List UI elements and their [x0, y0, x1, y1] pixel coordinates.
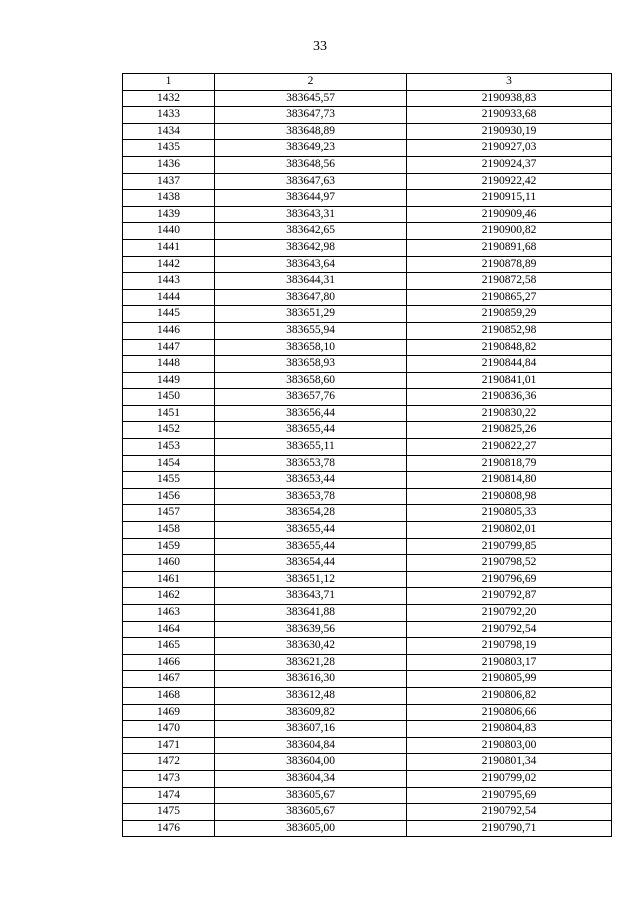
point-number-cell: 1451	[123, 405, 215, 422]
table-row	[123, 90, 612, 107]
x-coordinate-cell: 383643,31	[215, 206, 407, 223]
x-coordinate-cell: 383648,56	[215, 156, 407, 173]
table-row	[123, 522, 612, 539]
table-row	[123, 638, 612, 655]
y-coordinate-cell: 2190900,82	[407, 223, 612, 240]
table-row	[123, 488, 612, 505]
table-row	[123, 405, 612, 422]
table-row	[123, 605, 612, 622]
table-row	[123, 737, 612, 754]
x-coordinate-cell: 383647,63	[215, 173, 407, 190]
x-coordinate-cell: 383642,65	[215, 223, 407, 240]
point-number-cell: 1465	[123, 638, 215, 655]
x-coordinate-cell: 383654,28	[215, 505, 407, 522]
point-number-cell: 1448	[123, 356, 215, 373]
table-row	[123, 621, 612, 638]
x-coordinate-cell: 383604,84	[215, 737, 407, 754]
point-number-cell: 1442	[123, 256, 215, 273]
point-number-cell: 1445	[123, 306, 215, 323]
point-number-cell: 1458	[123, 522, 215, 539]
y-coordinate-cell: 2190844,84	[407, 356, 612, 373]
x-coordinate-cell: 383651,29	[215, 306, 407, 323]
y-coordinate-cell: 2190938,83	[407, 90, 612, 107]
point-number-cell: 1469	[123, 704, 215, 721]
point-number-cell: 1436	[123, 156, 215, 173]
table-row	[123, 455, 612, 472]
point-number-cell: 1454	[123, 455, 215, 472]
point-number-cell: 1452	[123, 422, 215, 439]
x-coordinate-cell: 383605,00	[215, 820, 407, 837]
x-coordinate-cell: 383655,94	[215, 322, 407, 339]
column-header-3: 3	[407, 74, 612, 91]
table-row	[123, 273, 612, 290]
table-row	[123, 140, 612, 157]
x-coordinate-cell: 383655,44	[215, 422, 407, 439]
column-header-1: 1	[123, 74, 215, 91]
y-coordinate-cell: 2190878,89	[407, 256, 612, 273]
x-coordinate-cell: 383655,11	[215, 439, 407, 456]
table-row	[123, 687, 612, 704]
point-number-cell: 1435	[123, 140, 215, 157]
table-row	[123, 754, 612, 771]
point-number-cell: 1450	[123, 389, 215, 406]
y-coordinate-cell: 2190852,98	[407, 322, 612, 339]
x-coordinate-cell: 383630,42	[215, 638, 407, 655]
x-coordinate-cell: 383609,82	[215, 704, 407, 721]
y-coordinate-cell: 2190795,69	[407, 787, 612, 804]
table-row	[123, 206, 612, 223]
y-coordinate-cell: 2190930,19	[407, 123, 612, 140]
y-coordinate-cell: 2190805,99	[407, 671, 612, 688]
point-number-cell: 1440	[123, 223, 215, 240]
y-coordinate-cell: 2190909,46	[407, 206, 612, 223]
table-row	[123, 256, 612, 273]
point-number-cell: 1456	[123, 488, 215, 505]
table-row	[123, 322, 612, 339]
x-coordinate-cell: 383604,00	[215, 754, 407, 771]
point-number-cell: 1439	[123, 206, 215, 223]
point-number-cell: 1473	[123, 770, 215, 787]
table-body	[123, 74, 612, 837]
table-row	[123, 107, 612, 124]
point-number-cell: 1466	[123, 654, 215, 671]
x-coordinate-cell: 383621,28	[215, 654, 407, 671]
point-number-cell: 1476	[123, 820, 215, 837]
x-coordinate-cell: 383653,78	[215, 455, 407, 472]
x-coordinate-cell: 383607,16	[215, 721, 407, 738]
table-row	[123, 770, 612, 787]
point-number-cell: 1437	[123, 173, 215, 190]
y-coordinate-cell: 2190836,36	[407, 389, 612, 406]
table-row	[123, 356, 612, 373]
table-row	[123, 654, 612, 671]
y-coordinate-cell: 2190865,27	[407, 289, 612, 306]
point-number-cell: 1464	[123, 621, 215, 638]
point-number-cell: 1441	[123, 239, 215, 256]
x-coordinate-cell: 383605,67	[215, 787, 407, 804]
x-coordinate-cell: 383644,97	[215, 190, 407, 207]
point-number-cell: 1455	[123, 472, 215, 489]
table-row	[123, 472, 612, 489]
coordinates-table	[122, 73, 612, 837]
x-coordinate-cell: 383639,56	[215, 621, 407, 638]
table-row	[123, 671, 612, 688]
point-number-cell: 1470	[123, 721, 215, 738]
x-coordinate-cell: 383643,64	[215, 256, 407, 273]
y-coordinate-cell: 2190804,83	[407, 721, 612, 738]
table-header-row	[123, 74, 612, 91]
table-row	[123, 306, 612, 323]
y-coordinate-cell: 2190803,17	[407, 654, 612, 671]
table-row	[123, 289, 612, 306]
point-number-cell: 1461	[123, 571, 215, 588]
x-coordinate-cell: 383658,10	[215, 339, 407, 356]
y-coordinate-cell: 2190924,37	[407, 156, 612, 173]
y-coordinate-cell: 2190790,71	[407, 820, 612, 837]
table-row	[123, 173, 612, 190]
y-coordinate-cell: 2190822,27	[407, 439, 612, 456]
y-coordinate-cell: 2190848,82	[407, 339, 612, 356]
y-coordinate-cell: 2190798,19	[407, 638, 612, 655]
y-coordinate-cell: 2190806,82	[407, 687, 612, 704]
y-coordinate-cell: 2190933,68	[407, 107, 612, 124]
y-coordinate-cell: 2190915,11	[407, 190, 612, 207]
x-coordinate-cell: 383642,98	[215, 239, 407, 256]
y-coordinate-cell: 2190799,85	[407, 538, 612, 555]
y-coordinate-cell: 2190803,00	[407, 737, 612, 754]
x-coordinate-cell: 383647,73	[215, 107, 407, 124]
y-coordinate-cell: 2190825,26	[407, 422, 612, 439]
x-coordinate-cell: 383651,12	[215, 571, 407, 588]
y-coordinate-cell: 2190801,34	[407, 754, 612, 771]
point-number-cell: 1463	[123, 605, 215, 622]
table-row	[123, 538, 612, 555]
x-coordinate-cell: 383612,48	[215, 687, 407, 704]
x-coordinate-cell: 383643,71	[215, 588, 407, 605]
x-coordinate-cell: 383641,88	[215, 605, 407, 622]
x-coordinate-cell: 383645,57	[215, 90, 407, 107]
x-coordinate-cell: 383655,44	[215, 538, 407, 555]
page-number: 33	[313, 39, 327, 54]
y-coordinate-cell: 2190872,58	[407, 273, 612, 290]
x-coordinate-cell: 383616,30	[215, 671, 407, 688]
y-coordinate-cell: 2190927,03	[407, 140, 612, 157]
y-coordinate-cell: 2190808,98	[407, 488, 612, 505]
point-number-cell: 1446	[123, 322, 215, 339]
y-coordinate-cell: 2190792,20	[407, 605, 612, 622]
table-row	[123, 156, 612, 173]
x-coordinate-cell: 383648,89	[215, 123, 407, 140]
table-row	[123, 804, 612, 821]
y-coordinate-cell: 2190922,42	[407, 173, 612, 190]
table-row	[123, 239, 612, 256]
x-coordinate-cell: 383647,80	[215, 289, 407, 306]
table-row	[123, 123, 612, 140]
table-row	[123, 339, 612, 356]
x-coordinate-cell: 383605,67	[215, 804, 407, 821]
x-coordinate-cell: 383656,44	[215, 405, 407, 422]
x-coordinate-cell: 383657,76	[215, 389, 407, 406]
x-coordinate-cell: 383644,31	[215, 273, 407, 290]
table-row	[123, 372, 612, 389]
point-number-cell: 1443	[123, 273, 215, 290]
point-number-cell: 1449	[123, 372, 215, 389]
column-header-2: 2	[215, 74, 407, 91]
point-number-cell: 1471	[123, 737, 215, 754]
point-number-cell: 1434	[123, 123, 215, 140]
x-coordinate-cell: 383653,78	[215, 488, 407, 505]
x-coordinate-cell: 383649,23	[215, 140, 407, 157]
point-number-cell: 1462	[123, 588, 215, 605]
y-coordinate-cell: 2190818,79	[407, 455, 612, 472]
point-number-cell: 1433	[123, 107, 215, 124]
y-coordinate-cell: 2190830,22	[407, 405, 612, 422]
y-coordinate-cell: 2190798,52	[407, 555, 612, 572]
y-coordinate-cell: 2190799,02	[407, 770, 612, 787]
y-coordinate-cell: 2190796,69	[407, 571, 612, 588]
point-number-cell: 1447	[123, 339, 215, 356]
y-coordinate-cell: 2190805,33	[407, 505, 612, 522]
y-coordinate-cell: 2190806,66	[407, 704, 612, 721]
table-row	[123, 555, 612, 572]
y-coordinate-cell: 2190814,80	[407, 472, 612, 489]
x-coordinate-cell: 383658,60	[215, 372, 407, 389]
table-row	[123, 223, 612, 240]
point-number-cell: 1460	[123, 555, 215, 572]
point-number-cell: 1468	[123, 687, 215, 704]
table-row	[123, 190, 612, 207]
point-number-cell: 1472	[123, 754, 215, 771]
x-coordinate-cell: 383654,44	[215, 555, 407, 572]
y-coordinate-cell: 2190859,29	[407, 306, 612, 323]
table-row	[123, 721, 612, 738]
x-coordinate-cell: 383655,44	[215, 522, 407, 539]
x-coordinate-cell: 383658,93	[215, 356, 407, 373]
table-row	[123, 571, 612, 588]
point-number-cell: 1444	[123, 289, 215, 306]
point-number-cell: 1459	[123, 538, 215, 555]
y-coordinate-cell: 2190802,01	[407, 522, 612, 539]
table-row	[123, 389, 612, 406]
point-number-cell: 1475	[123, 804, 215, 821]
point-number-cell: 1432	[123, 90, 215, 107]
table-row	[123, 588, 612, 605]
table-row	[123, 422, 612, 439]
point-number-cell: 1467	[123, 671, 215, 688]
point-number-cell: 1457	[123, 505, 215, 522]
table-row	[123, 505, 612, 522]
point-number-cell: 1474	[123, 787, 215, 804]
point-number-cell: 1453	[123, 439, 215, 456]
y-coordinate-cell: 2190792,54	[407, 621, 612, 638]
table-row	[123, 820, 612, 837]
x-coordinate-cell: 383653,44	[215, 472, 407, 489]
point-number-cell: 1438	[123, 190, 215, 207]
y-coordinate-cell: 2190792,87	[407, 588, 612, 605]
y-coordinate-cell: 2190792,54	[407, 804, 612, 821]
table-row	[123, 439, 612, 456]
y-coordinate-cell: 2190841,01	[407, 372, 612, 389]
table-row	[123, 787, 612, 804]
table-row	[123, 704, 612, 721]
x-coordinate-cell: 383604,34	[215, 770, 407, 787]
y-coordinate-cell: 2190891,68	[407, 239, 612, 256]
